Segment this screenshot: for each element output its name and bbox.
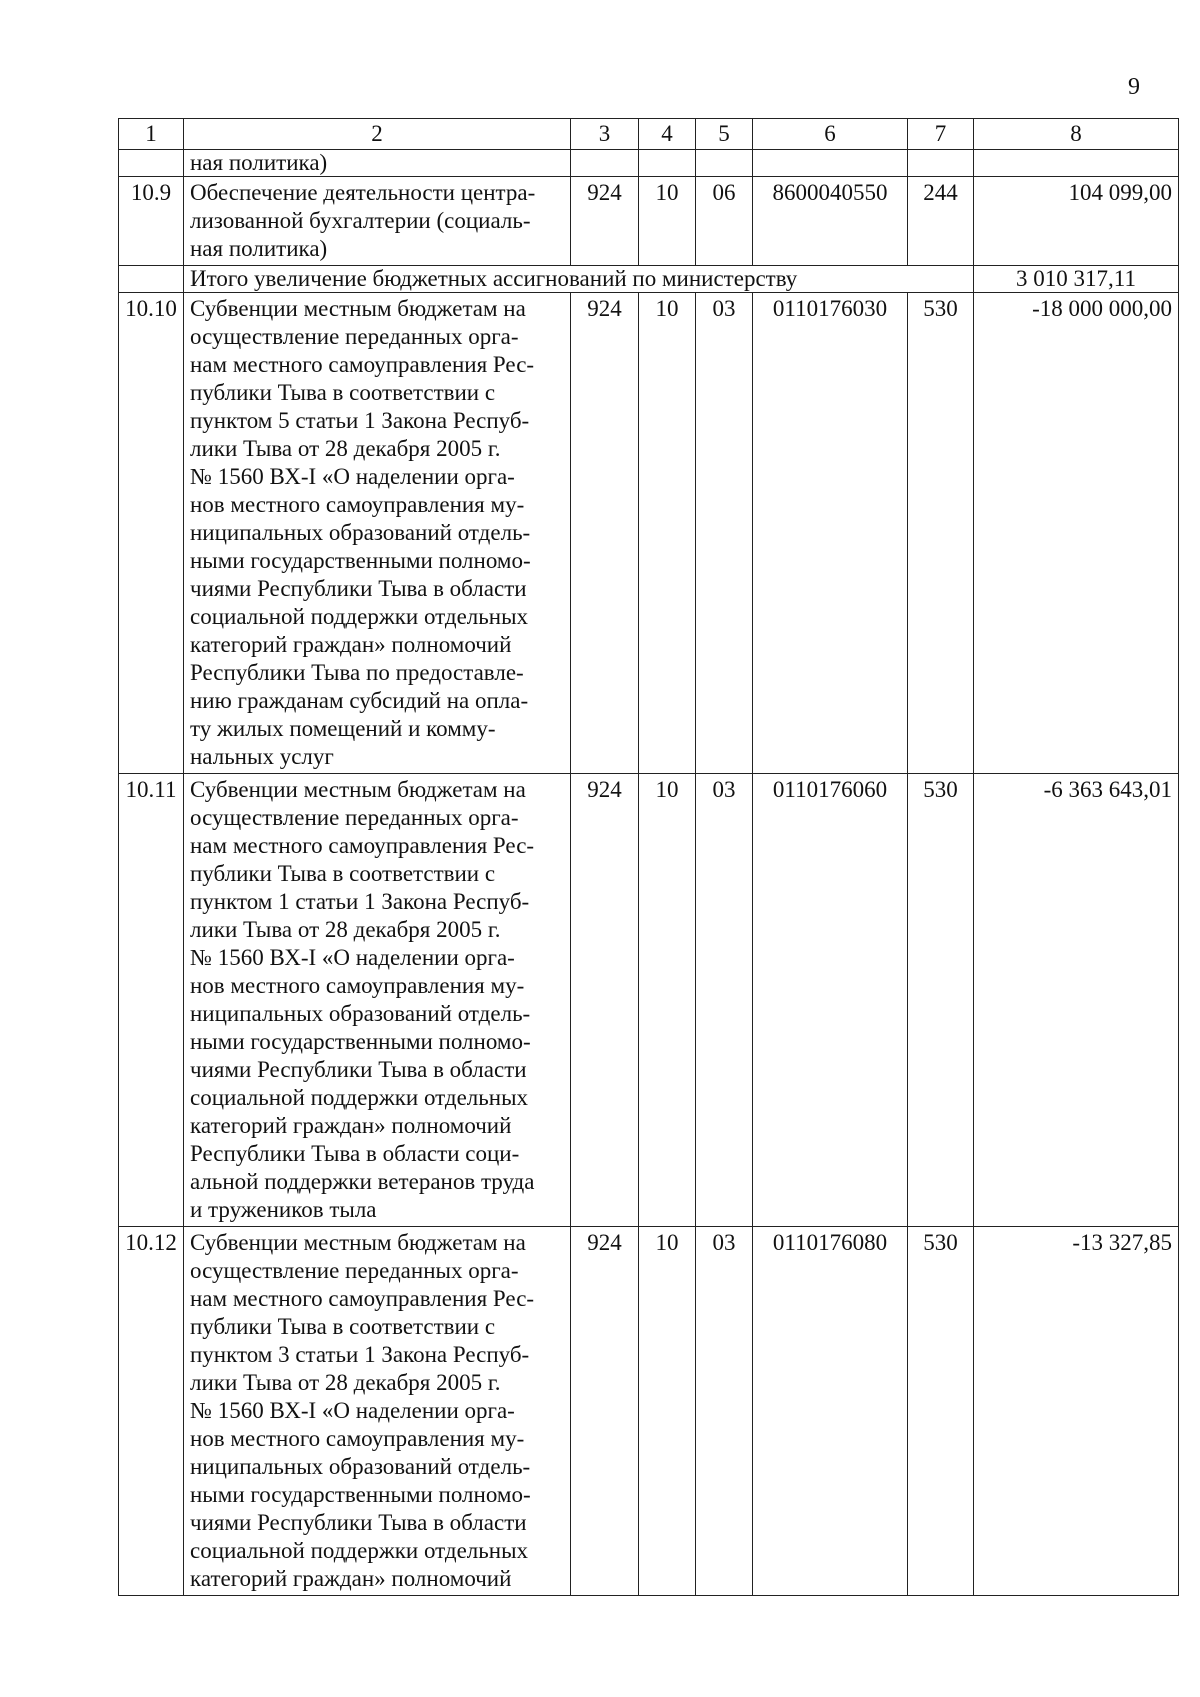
row-number: 10.9 [119,177,184,266]
target-article-code: 0110176080 [753,1227,908,1596]
expense-type-code: 530 [908,293,974,774]
column-header: 7 [908,119,974,150]
empty-cell [119,266,184,293]
subsection-code: 06 [696,177,753,266]
ministry-code: 924 [571,774,639,1227]
section-code: 10 [639,177,696,266]
target-article-code: 0110176060 [753,774,908,1227]
row-number: 10.10 [119,293,184,774]
page-number: 9 [1128,74,1140,100]
row-number: 10.12 [119,1227,184,1596]
column-header: 4 [639,119,696,150]
empty-cell [571,150,639,177]
subsection-code: 03 [696,1227,753,1596]
amount: 104 099,00 [974,177,1179,266]
column-header: 6 [753,119,908,150]
column-header: 5 [696,119,753,150]
amount: -6 363 643,01 [974,774,1179,1227]
row-description: Субвенции местным бюджетам на осуществление переданных орга- нам местного самоуправления Рес- публики Тыва в соответствии с пунктом 5 статьи 1 Закона Респуб- лики Тыва от 28 декабря 2005 г. № 1560 ВХ-I «О наделении орга- нов местного самоуправления му- ниципальных образований отдель- ными государственными полномо- чиями Республики Тыва в области социальной поддержки отдельных категорий граждан» полномочий Республики Тыва по предоставле- нию гражданам субсидий на опла- ту жилых помещений и комму- нальных услуг [184,293,571,774]
table-header-row [119,119,1179,150]
subsection-code: 03 [696,293,753,774]
continuation-row [119,150,1179,177]
empty-cell [696,150,753,177]
ministry-code: 924 [571,1227,639,1596]
section-code: 10 [639,293,696,774]
column-header: 8 [974,119,1179,150]
expense-type-code: 244 [908,177,974,266]
target-article-code: 8600040550 [753,177,908,266]
total-amount: 3 010 317,11 [974,266,1179,293]
section-code: 10 [639,774,696,1227]
empty-cell [639,150,696,177]
table-row [119,293,1179,774]
empty-cell [119,150,184,177]
table-row [119,177,1179,266]
table-row [119,1227,1179,1596]
column-header: 2 [184,119,571,150]
column-header: 3 [571,119,639,150]
row-description: Субвенции местным бюджетам на осуществление переданных орга- нам местного самоуправления Рес- публики Тыва в соответствии с пунктом 3 статьи 1 Закона Респуб- лики Тыва от 28 декабря 2005 г. № 1560 ВХ-I «О наделении орга- нов местного самоуправления му- ниципальных образований отдель- ными государственными полномо- чиями Республики Тыва в области социальной поддержки отдельных категорий граждан» полномочий [184,1227,571,1596]
row-number: 10.11 [119,774,184,1227]
amount: -13 327,85 [974,1227,1179,1596]
table-row [119,774,1179,1227]
ministry-code: 924 [571,293,639,774]
empty-cell [753,150,908,177]
row-description: Обеспечение деятельности центра- лизованной бухгалтерии (социаль- ная политика) [184,177,571,266]
section-code: 10 [639,1227,696,1596]
expense-type-code: 530 [908,774,974,1227]
continuation-text: ная политика) [184,150,571,177]
ministry-code: 924 [571,177,639,266]
amount: -18 000 000,00 [974,293,1179,774]
column-header: 1 [119,119,184,150]
expense-type-code: 530 [908,1227,974,1596]
empty-cell [974,150,1179,177]
target-article-code: 0110176030 [753,293,908,774]
row-description: Субвенции местным бюджетам на осуществление переданных орга- нам местного самоуправления Рес- публики Тыва в соответствии с пунктом 1 статьи 1 Закона Респуб- лики Тыва от 28 декабря 2005 г. № 1560 ВХ-I «О наделении орга- нов местного самоуправления му- ниципальных образований отдель- ными государственными полномо- чиями Республики Тыва в области социальной поддержки отдельных категорий граждан» полномочий Республики Тыва в области соци- альной поддержки ветеранов труда и тружеников тыла [184,774,571,1227]
empty-cell [908,150,974,177]
subsection-code: 03 [696,774,753,1227]
total-label: Итого увеличение бюджетных ассигнований по министерству [184,266,974,293]
total-row [119,266,1179,293]
budget-table [118,118,1179,1596]
